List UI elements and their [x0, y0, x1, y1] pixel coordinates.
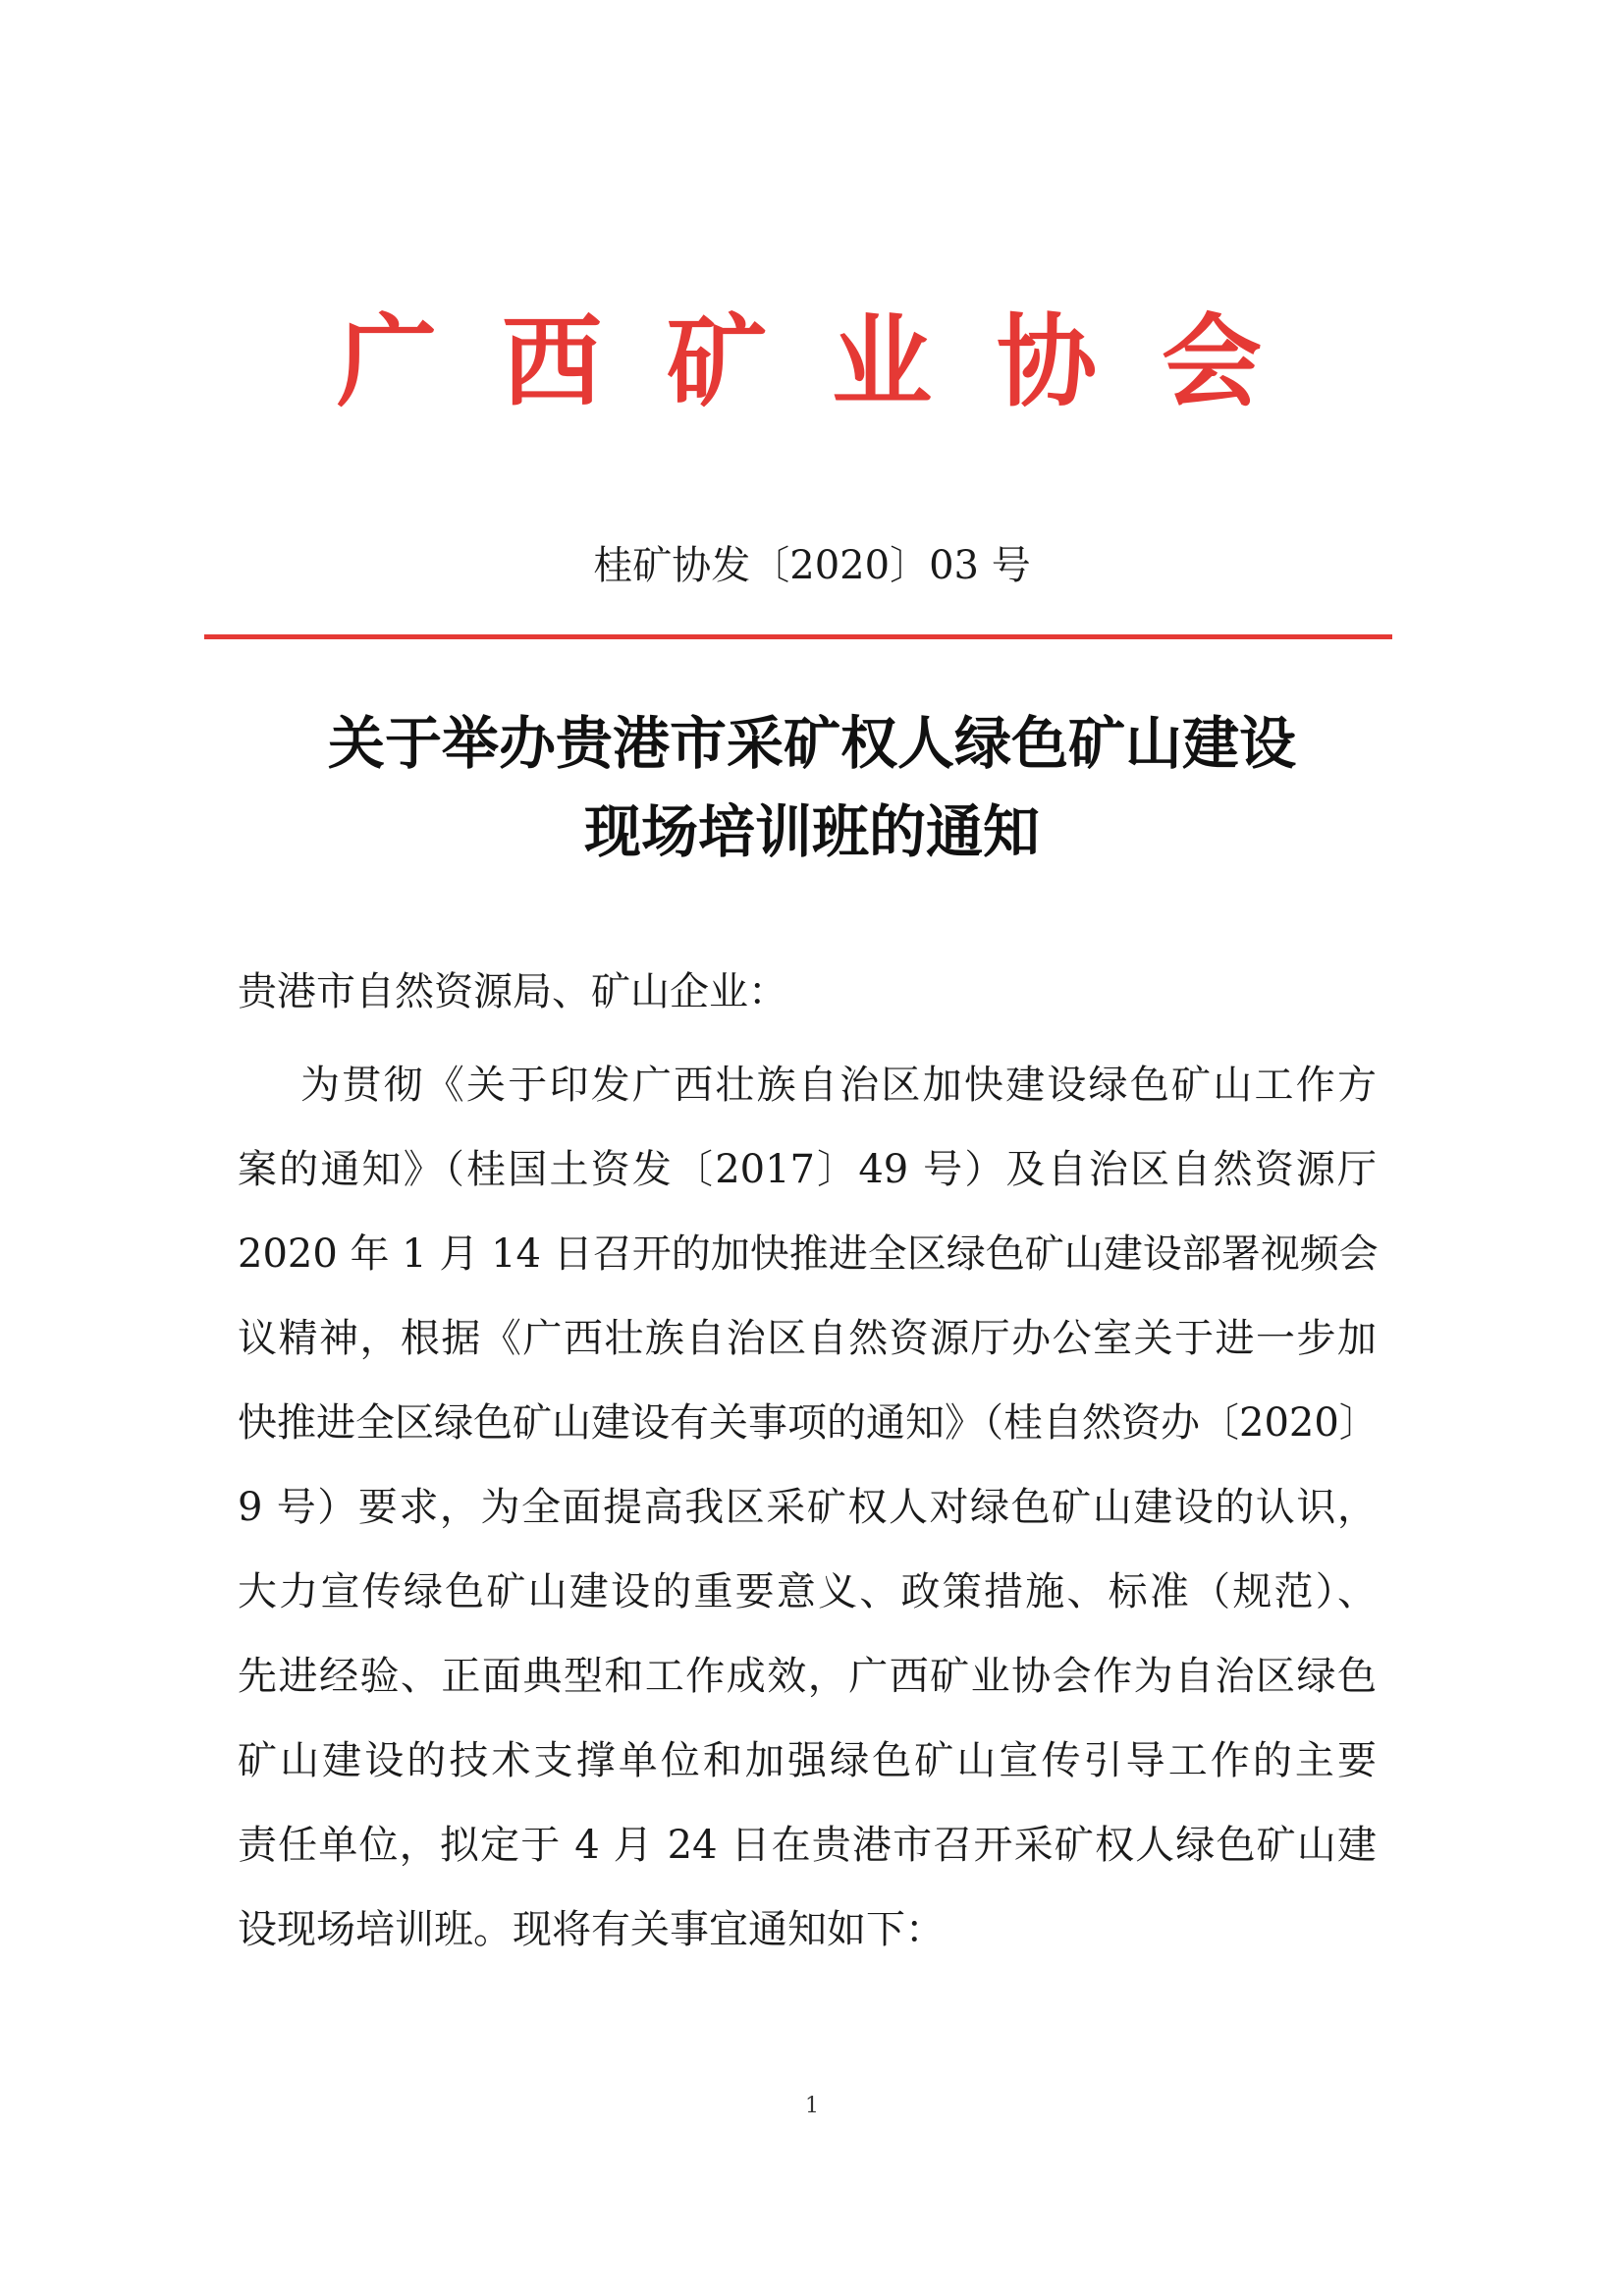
organization-header: 广西矿业协会 — [337, 303, 1326, 421]
red-divider-line — [204, 634, 1392, 639]
document-title — [0, 699, 1624, 876]
body-line: 责任单位，拟定于 4 月 24 日在贵港市召开采矿权人绿色矿山建 — [238, 1823, 1377, 1868]
body-line: 设现场培训班。现将有关事宜通知如下： — [238, 1907, 945, 1952]
body-line: 案的通知》（桂国土资发〔2017〕49 号）及自治区自然资源厅 — [238, 1147, 1377, 1192]
body-line: 先进经验、正面典型和工作成效，广西矿业协会作为自治区绿色 — [238, 1654, 1377, 1699]
body-line: 矿山建设的技术支撑单位和加强绿色矿山宣传引导工作的主要 — [238, 1738, 1377, 1783]
salutation: 贵港市自然资源局、矿山企业： — [238, 969, 787, 1014]
document-number: 桂矿协发〔2020〕03 号 — [593, 543, 1031, 588]
body-line: 大力宣传绿色矿山建设的重要意义、政策措施、标准（规范）、 — [238, 1569, 1377, 1614]
body-line: 9 号）要求，为全面提高我区采矿权人对绿色矿山建设的认识， — [238, 1485, 1377, 1530]
page-number: 1 — [805, 2094, 819, 2118]
body-line: 议精神，根据《广西壮族自治区自然资源厅办公室关于进一步加 — [238, 1316, 1377, 1361]
body-line: 2020 年 1 月 14 日召开的加快推进全区绿色矿山建设部署视频会 — [238, 1231, 1379, 1277]
body-line: 为贯彻《关于印发广西壮族自治区加快建设绿色矿山工作方 — [300, 1063, 1377, 1108]
body-line: 快推进全区绿色矿山建设有关事项的通知》（桂自然资办〔2020〕 — [238, 1400, 1379, 1446]
title-line-2: 现场培训班的通知 — [583, 798, 1040, 865]
title-line-1: 关于举办贵港市采矿权人绿色矿山建设 — [327, 710, 1296, 777]
body-paragraph — [238, 1043, 1377, 1972]
